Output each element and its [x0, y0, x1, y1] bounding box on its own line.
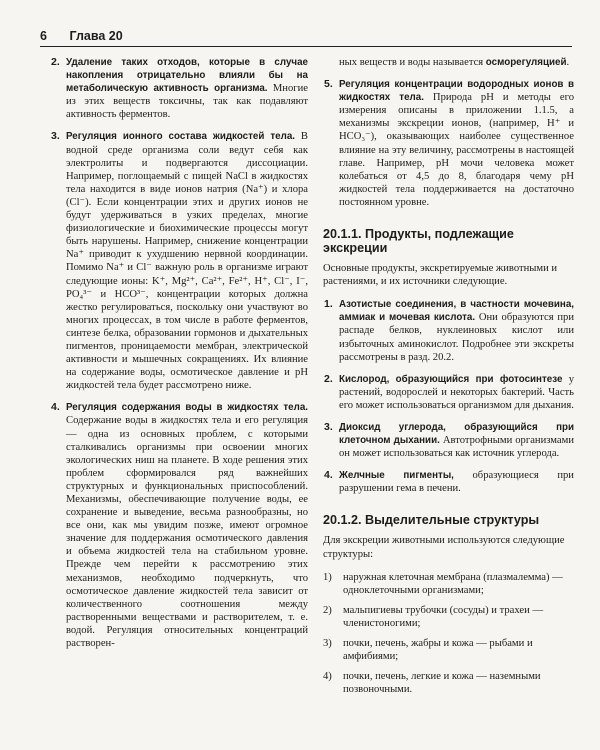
item-title: Желчные пигменты,	[339, 470, 454, 482]
item-body: Многие из этих веществ токсичны, так как подавляют активность ферментов.	[66, 83, 308, 121]
list-item	[51, 401, 308, 650]
continued-term: осморегуляцией	[485, 57, 567, 68]
item-number: 2.	[51, 56, 60, 68]
item-number: 3.	[324, 420, 333, 433]
list-item	[323, 373, 574, 412]
section-intro: Для экскреции животными используются следующие структуры:	[323, 535, 565, 560]
list-item	[323, 637, 574, 663]
page-number: 6	[40, 29, 47, 43]
item-body: образующиеся при разрушении гема в печени.	[339, 470, 574, 495]
list-marker: 4)	[323, 671, 332, 683]
item-number: 1.	[324, 298, 333, 311]
list-item	[323, 421, 574, 460]
item-title: Кислород, образующийся при фотосинтезе	[339, 373, 563, 385]
item-number: 3.	[51, 130, 60, 143]
item-number: 5.	[324, 78, 333, 91]
running-head	[40, 29, 572, 43]
structures-list	[323, 571, 574, 697]
item-title: Регуляция концентрации водородных ионов в жидкостях тела.	[339, 79, 574, 104]
continued-paragraph	[323, 56, 574, 69]
list-marker: 1)	[323, 571, 332, 583]
item-title: Удаление таких отходов, которые в случае накопления отрицательно влияли бы на метаболическую активность организма.	[66, 57, 308, 95]
item-body: Автотрофными организмами он может использоваться как источник углерода.	[339, 435, 574, 460]
list-item	[323, 469, 574, 495]
list-text: почки, печень, легкие и кожа — наземными позвоночными.	[343, 671, 541, 696]
list-item	[323, 298, 574, 363]
item-body: Они образуются при распаде белков, нуклеиновых кислот или избыточных аминокислот. Подробнее эти экскреты рассмотрены в разд. 20.2.	[339, 312, 574, 363]
item-title: Азотистые соединения, в частности мочевина, аммиак и мочевая кислота.	[339, 299, 574, 324]
section-heading: 20.1.1. Продукты, подлежащие экскреции	[323, 227, 514, 256]
list-item	[323, 670, 574, 696]
item-body: Природа pH и методы его измерения описаны в приложении 1.1.5, а механизмы экскреции ионов, (например, H⁺ и HCO₃⁻), оказывающих наиболее существенное влияние на эту величину, рассмотрены в настоящей главе. Например, pH мочи человека может колебаться от 4,5 до 8, благодаря чему pH жидкостей тела поддерживается на достаточно постоянном уровне.	[339, 92, 574, 208]
list-item	[323, 604, 574, 630]
list-item	[51, 130, 308, 392]
left-column	[51, 56, 308, 659]
item-number: 4.	[324, 469, 333, 482]
item-title: Диоксид углерода, образующийся при клеточном дыхании.	[339, 421, 574, 447]
list-marker: 2)	[323, 604, 332, 616]
item-body: Содержание воды в жидкостях тела и его регуляция — одна из основных проблем, с которыми сталкивались организмы при освоении многих экологических ниш на планете. В ходе решения этих проблем сформировался ряд важнейших структурных и функциональных приспособлений. Механизмы, обеспечивающие получение воды, ее сохранение и выведение, весьма разнообразны, но все они, как мы увидим позже, имеют огромное значение для поддержания осмотического давления и объема жидкостей тела на стабильном уровне. Прежде чем перейти к рассмотрению этих механизмов, необходимо подчеркнуть, что осмотическое давление жидкостей тела зависит от количественного соотношения между растворенными веществами и растворителем, т. е. водой. Регуляция относительных концентраций растворен-	[66, 415, 308, 650]
item-number: 4.	[51, 401, 60, 414]
list-text: почки, печень, жабры и кожа — рыбами и амфибиями;	[343, 638, 533, 663]
item-body: В водной среде организма соли ведут себя как электролиты и подвергаются диссоциации. Например, поглощаемый с пищей NaCl в жидкостях тела находится в виде ионов натрия (Na⁺) и хлора (Cl⁻). Если концентрации этих и других ионов не будут удерживаться в узких пределах, многие физиологические и биохимические процессы могут быть нарушены. Например, снижение концентрации Na⁺ приводит к ухудшению нервной координации. Помимо Na⁺ и Cl⁻ важную роль в организме играют следующие ионы: K⁺, Mg²⁺, Ca²⁺, Fe²⁺, H⁺, Cl⁻, I⁻, PO₄³⁻ и HCO³⁻, концентрации которых должна жестко регулироваться, поскольку они участвуют во многих процессах, в том числе в работе ферментов, синтезе белка, образовании гормонов и дыхательных пигментов, проницаемости мембран, электрической активности и мышечных сокращениях. Их влияние на содержание воды, осмотическое давление и pH жидкостей тела будет рассмотрено ниже.	[66, 131, 308, 392]
list-item	[323, 78, 574, 209]
header-rule	[40, 46, 572, 47]
list-item	[51, 56, 308, 121]
item-title: Регуляция ионного состава жидкостей тела.	[66, 131, 296, 143]
item-number: 2.	[324, 372, 333, 385]
chapter-title: Глава 20	[69, 29, 123, 43]
right-column	[323, 56, 574, 703]
section-intro: Основные продукты, экскретируемые животными и растениями, и их источники следующие.	[323, 263, 558, 288]
section-heading: 20.1.2. Выделительные структуры	[323, 513, 540, 528]
list-text: наружная клеточная мембрана (плазмалемма) — одноклеточными организмами;	[343, 571, 563, 596]
continued-text: ных веществ и воды называется	[339, 57, 486, 68]
list-item	[323, 571, 574, 597]
list-marker: 3)	[323, 638, 332, 649]
list-text: мальпигиевы трубочки (сосуды) и трахеи — членистоногими;	[343, 604, 544, 629]
item-body: у растений, водорослей и некоторых бактерий. Часть его может использоваться организмом для дыхания.	[339, 373, 575, 411]
continued-end: .	[566, 57, 570, 68]
item-title: Регуляция содержания воды в жидкостях тела.	[66, 402, 308, 414]
